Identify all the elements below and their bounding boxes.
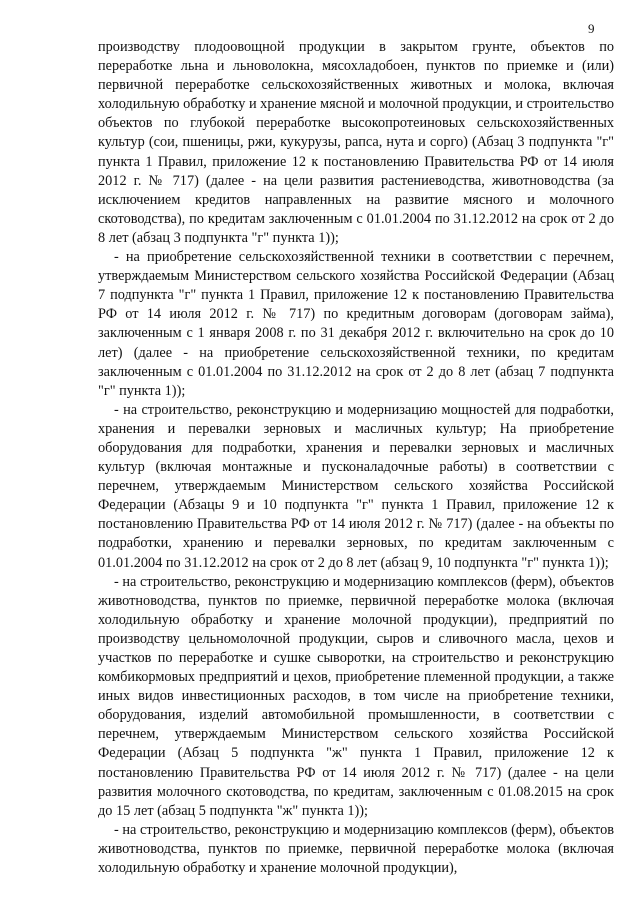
page-number: 9 — [588, 21, 595, 36]
paragraph-dairy-complexes: - на строительство, реконструкцию и модернизацию комплексов (ферм), объектов животноводства, пунктов по приемке, первичной переработке молока (включая холодильную обработку и хранение молочной продукции), предприятий по производству цельномолочной продукции, сыров и сливочного масла, цехов и участков по переработке и сушке сыворотки, на строительство и реконструкцию комбикормовых предприятий и цехов, приобретение племенной продукции, а также иных видов инвестиционных расходов, в том числе на приобретение техники, оборудования, изделий автомобильной промышленности, в соответствии с перечнем, утверждаемым Министерством сельского хозяйства Российской Федерации (Абзац 5 подпункта "ж" пункта 1 Правил, приложение 12 к постановлению Правительства РФ от 14 июля 2012 г. № 717) (далее - на цели развития молочного скотоводства, по кредитам, заключенным с 01.08.2015 на срок до 15 лет (абзац 5 подпункта "ж" пункта 1)); — [98, 573, 614, 819]
paragraph-continuation: производству плодоовощной продукции в закрытом грунте, объектов по переработке льна и льноволокна, мясохладобоен, пунктов по приемке и (или) первичной переработке сельскохозяйственных животных и молока, включая холодильную обработку и хранение мясной и молочной продукции, и строительство объектов по глубокой переработке высокопротеиновых сельскохозяйственных культур (сои, пшеницы, ржи, кукурузы, рапса, нута и сорго) (Абзац 3 подпункта "г" пункта 1 Правил, приложение 12 к постановлению Правительства РФ от 14 июля 2012 г. № 717) (далее - на цели развития растениеводства, животноводства (за исключением кредитов направленных на развитие мясного и молочного скотоводства), по кредитам заключенным с 01.01.2004 по 31.12.2012 на срок от 2 до 8 лет (абзац 3 подпункта "г" пункта 1)); — [98, 39, 614, 246]
paragraph-dairy-complexes-continued: - на строительство, реконструкцию и модернизацию комплексов (ферм), объектов животноводства, пунктов по приемке, первичной переработке молока (включая холодильную обработку и хранение молочной продукции), — [98, 821, 614, 877]
paragraph-agricultural-machinery: - на приобретение сельскохозяйственной техники в соответствии с перечнем, утверждаемым Министерством сельского хозяйства Российской Федерации (Абзац 7 подпункта "г" пункта 1 Правил, приложение 12 к постановлению Правительства РФ от 14 июля 2012 г. № 717) по кредитным договорам (договорам займа), заключенным с 1 января 2008 г. по 31 декабря 2012 г. включительно на срок до 10 лет) (далее - на приобретение сельскохозяйственной техники, по кредитам заключенным с 01.01.2004 по 31.12.2012 на срок от 2 до 8 лет (абзац 7 подпункта "г" пункта 1)); — [98, 249, 614, 399]
paragraph-grain-storage: - на строительство, реконструкцию и модернизацию мощностей для подработки, хранения и перевалки зерновых и масличных культур; На приобретение оборудования для подработки, хранения и перевалки зерновых и масличных культур (включая монтажные и пусконаладочные работы) в соответствии с перечнем, утверждаемым Министерством сельского хозяйства Российской Федерации (Абзацы 9 и 10 подпункта "г" пункта 1 Правил, приложение 12 к постановлению Правительства РФ от 14 июля 2012 г. № 717) (далее - на объекты по подработки, хранению и перевалки зерновых, по кредитам заключенным с 01.01.2004 по 31.12.2012 на срок от 2 до 8 лет (абзац 9, 10 подпункта "г" пункта 1)); — [98, 401, 614, 571]
page-body — [98, 38, 614, 878]
